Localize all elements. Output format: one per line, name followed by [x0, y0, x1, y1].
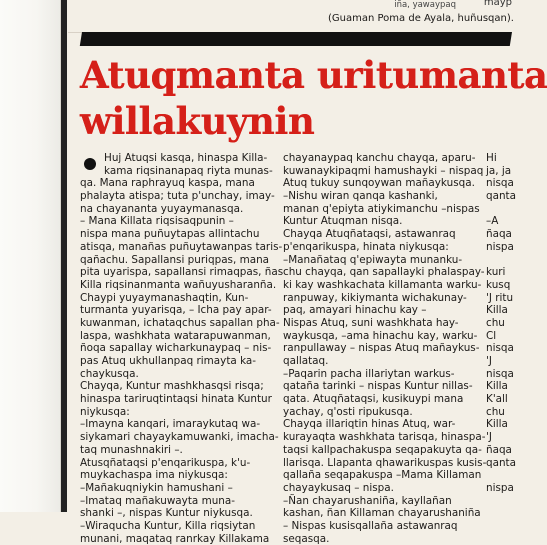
- column-a: [80, 152, 284, 545]
- column-a-line: Huj Atuqsi kasqa, hinaspa Killa-: [104, 152, 268, 164]
- column-c-line: –A: [486, 215, 499, 228]
- column-a-line: Chayqa, Kuntur mashkhasqsi risqa;: [80, 380, 264, 393]
- headline-bar: [80, 32, 512, 46]
- column-b-line: qata. Atuqñataqsi, kusikuypi mana: [283, 393, 464, 406]
- top-text-snippet: iña, yawaypaq: [394, 0, 456, 10]
- column-c-line: chu: [486, 316, 505, 329]
- column-a-line: siykamari chayaykamuwanki, imacha-: [80, 431, 279, 444]
- column-c-line: [486, 469, 526, 482]
- column-a-line: pita uyarispa, sapallansi rimaqpas, ñas: [80, 266, 284, 279]
- column-a-line: shanki –, nispas Kuntur niykusqa.: [80, 507, 253, 520]
- column-b-line: kashan, ñan Killaman chayarushaniña: [283, 507, 481, 520]
- column-a-line: qañachu. Sapallansi puriqpas, mana: [80, 253, 270, 266]
- column-a-line: –Mañakuqniykin hamushani –: [80, 481, 233, 494]
- column-c-line: 'J: [486, 355, 492, 367]
- column-c-line: qanta: [486, 456, 516, 469]
- column-b-line: qallataq.: [283, 355, 329, 367]
- column-b-line: qataña tarinki – nispas Kuntur nillas-: [283, 380, 473, 393]
- column-a-line: Killa riqsinanmanta wañuyusharanña.: [80, 278, 277, 291]
- column-b-line: Kuntur Atuqman nisqa.: [283, 215, 403, 228]
- column-b-line: yachay, q'osti ripukusqa.: [283, 405, 413, 418]
- column-b-line: ranpuway, kikiymanta wichakunay-: [283, 291, 467, 304]
- column-c-line: 'J: [486, 431, 492, 444]
- column-c-line: kusq: [486, 278, 511, 291]
- column-b-line: qallaña seqapakuspa –Mama Killaman: [283, 469, 482, 482]
- column-a-line: hinaspa tariruqtintaqsi hinata Kuntur: [80, 393, 272, 406]
- column-b-line: p'enqarikuspa, hinata niykusqa:: [283, 240, 449, 253]
- column-c-line: ja, ja: [486, 164, 512, 177]
- column-a-line: ñoqa sapallay wicharkunaypaq – nis-: [80, 342, 272, 355]
- column-b-line: paq, amayari hinachu kay –: [283, 304, 427, 317]
- column-c: [486, 152, 526, 495]
- column-b-line: manan q'epiyta atiykimanchu –nispas: [283, 202, 480, 215]
- column-a-line: Chaypi yuyaymanashaqtin, Kun-: [80, 291, 249, 304]
- headline-line-1: Atuqmanta uritumanta: [80, 53, 547, 97]
- column-c-line: nisqa: [486, 342, 514, 355]
- column-b-line: kuwanaykipaqmi hamushayki – nispaq: [283, 164, 484, 177]
- column-b-line: chayaykusaq – nispa.: [283, 481, 394, 494]
- column-a-line: nispa mana puñuytapas allintachu: [80, 228, 260, 241]
- column-b-line: kurayaqta washkhata tarisqa, hinaspa-: [283, 431, 486, 444]
- column-b-line: ki kay washkachata killamanta warku-: [283, 278, 482, 291]
- column-c-line: kuri: [486, 266, 506, 279]
- column-b-line: chayanaypaq kanchu chayqa, aparu-: [283, 152, 476, 164]
- column-a-line: kuwanman, ichataqchus sapallan pha-: [80, 316, 280, 329]
- column-b-line: seqasqa.: [283, 532, 330, 545]
- column-c-line: 'J ritu: [486, 291, 514, 304]
- column-b-line: Nispas Atuq, suni washkhata hay-: [283, 316, 459, 329]
- column-b-line: chu chayqa, qan sapallayki phalaspay-: [283, 266, 485, 279]
- column-c-line: Killa: [486, 380, 508, 393]
- image-caption: (Guaman Poma de Ayala, huñusqan).: [328, 13, 514, 24]
- column-a-line: turmanta yuyarisqa, – Icha pay apar-: [80, 304, 272, 317]
- column-a-line: –Imataq mañakuwayta muna-: [80, 494, 235, 507]
- column-b-line: ranpullaway – nispas Atuq mañaykus-: [283, 342, 480, 355]
- column-a-line: munani, maqataq ranrkay Killakama: [80, 532, 270, 545]
- column-a-line: –Imayna kanqari, imaraykutaq wa-: [80, 418, 261, 431]
- corner-text-snippet: mayp: [483, 0, 512, 8]
- headline-line-2: willakuynin: [80, 99, 315, 143]
- column-b-line: –Nishu wiran qanqa kashanki,: [283, 190, 438, 203]
- column-a-line: taq munashnakiri –.: [80, 443, 183, 456]
- column-a-line: niykusqa:: [80, 405, 130, 418]
- column-b-line: –Ñan chayarushaniña, kayllañan: [283, 494, 452, 507]
- column-c-line: Cl: [486, 329, 497, 342]
- column-b-line: taqsi kallpachakuspa seqapakuyta qa-: [283, 443, 482, 456]
- column-b-line: –Paqarin pacha illariytan warkus-: [283, 367, 455, 380]
- column-b-line: Atuq tukuy sunqoywan mañaykusqa.: [283, 177, 475, 190]
- column-a-line: qa. Mana raphrayuq kaspa, mana: [80, 177, 255, 190]
- column-c-line: [486, 203, 526, 216]
- column-a-line: muykachaspa ima niykusqa:: [80, 469, 228, 482]
- column-c-line: nispa: [486, 240, 514, 253]
- column-b-line: llarisqa. Llapanta qhawarikuspas kusis-: [283, 456, 487, 469]
- column-a-line: na chayananta yuyaymanasqa.: [80, 202, 244, 215]
- column-rule: [61, 0, 67, 512]
- column-b-line: Chayqa Atuqñataqsi, astawanraq: [283, 228, 456, 241]
- column-a-line: Atusqñataqsi p'enqarikuspa, k'u-: [80, 456, 251, 469]
- column-a-line: –Wiraqucha Kuntur, Killa riqsiytan: [80, 519, 256, 532]
- column-b-line: – Nispas kusisqallaña astawanraq: [283, 519, 458, 532]
- column-c-line: Killa: [486, 304, 508, 317]
- column-a-line: kama riqsinanapaq riyta munas-: [104, 164, 273, 177]
- column-c-line: nisqa: [486, 177, 514, 190]
- column-b-line: –Manañataq q'epiwayta munanku-: [283, 253, 463, 266]
- column-c-line: chu: [486, 405, 505, 418]
- paper-fold-margin: [0, 0, 61, 512]
- column-a-line: phalayta atispa; tuta p'unchay, imay-: [80, 190, 275, 203]
- column-c-line: qanta: [486, 190, 516, 203]
- column-c-line: Hi: [486, 152, 497, 164]
- column-b-line: Chayqa illariqtin hinas Atuq, war-: [283, 418, 456, 431]
- headline: [80, 52, 547, 144]
- column-c-line: ñaqa: [486, 443, 512, 456]
- column-b-line: waykusqa, –ama hinachu kay, warku-: [283, 329, 478, 342]
- column-c-line: Killa: [486, 418, 508, 431]
- column-a-line: atisqa, manañas puñuytawanpas taris-: [80, 240, 283, 253]
- column-c-line: K'all: [486, 393, 508, 406]
- column-a-line: pas Atuq ukhullanpaq rimayta ka-: [80, 355, 257, 367]
- column-a-line: – Mana Killata riqsisaqpunin –: [80, 215, 234, 228]
- column-a-line: chaykusqa.: [80, 367, 139, 380]
- column-c-line: nisqa: [486, 367, 514, 380]
- column-c-line: [486, 254, 526, 267]
- column-c-line: ñaqa: [486, 228, 512, 241]
- column-c-line: nispa: [486, 481, 514, 494]
- column-b: [283, 152, 487, 545]
- column-a-line: laspa, washkhata watarapuwanman,: [80, 329, 271, 342]
